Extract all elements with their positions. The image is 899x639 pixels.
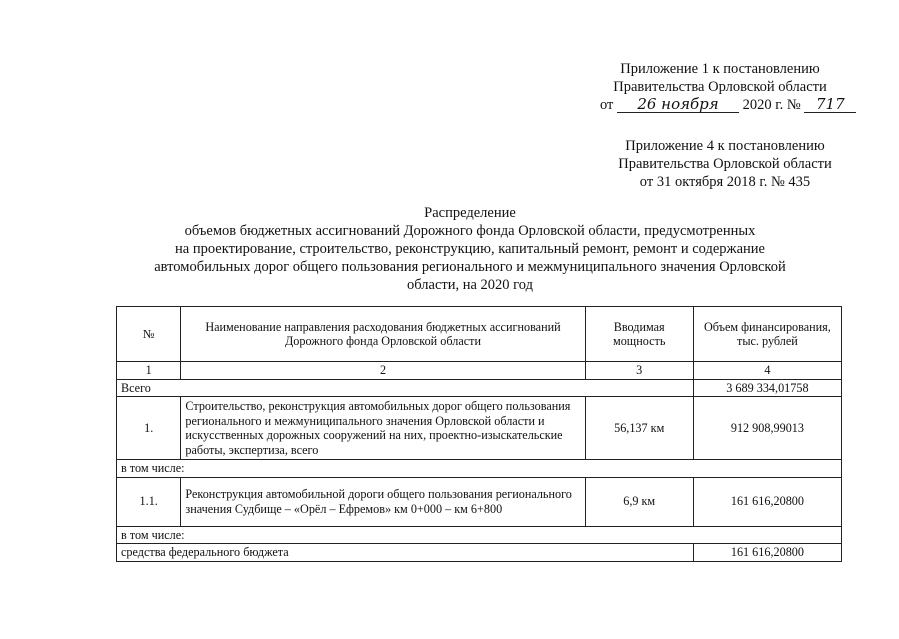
index-cell: 3 [585, 362, 693, 380]
appendix-1-line2: Правительства Орловской области [613, 79, 827, 95]
budget-table [116, 306, 842, 562]
table-row-1 [117, 397, 842, 460]
title-line2: объемов бюджетных ассигнований Дорожного фонда Орловской области, предусмотренных [184, 223, 756, 239]
row-1-1-num: 1.1. [117, 477, 181, 526]
header-name: Наименование направления расходования бюджетных ассигнований Дорожного фонда Орловской области [181, 307, 585, 362]
appendix-4-line1: Приложение 4 к постановлению [625, 138, 825, 154]
row-1-1-volume: 161 616,20800 [693, 477, 841, 526]
table-header-row [117, 307, 842, 362]
federal-value: 161 616,20800 [693, 544, 841, 562]
federal-label: средства федерального бюджета [117, 544, 694, 562]
date-prefix: от [600, 97, 614, 113]
title-line3: на проектирование, строительство, реконструкцию, капитальный ремонт, ремонт и содержание [175, 241, 765, 257]
index-cell: 1 [117, 362, 181, 380]
appendix-1-header [600, 60, 845, 114]
index-cell: 4 [693, 362, 841, 380]
row-1-1-capacity: 6,9 км [585, 477, 693, 526]
table-row-including-2 [117, 526, 842, 544]
appendix-4-line3: от 31 октября 2018 г. № 435 [639, 174, 811, 190]
row-1-name: Строительство, реконструкция автомобильных дорог общего пользования регионального и межмуниципального значения Орловской области и искусственных дорожных сооружений на них, проектно-изыскательские работы, экспертиза, всего [181, 397, 585, 460]
index-cell: 2 [181, 362, 585, 380]
table-row-federal [117, 544, 842, 562]
header-num: № [117, 307, 181, 362]
handwritten-number: 717 [804, 96, 856, 113]
title-line4: автомобильных дорог общего пользования регионального и межмуниципального значения Орловской [154, 259, 786, 275]
including-label-2: в том числе: [117, 526, 842, 544]
handwritten-date: 26 ноября [617, 96, 739, 113]
row-1-1-name: Реконструкция автомобильной дороги общего пользования регионального значения Судбище – «Орёл – Ефремов» км 0+000 – км 6+800 [181, 477, 585, 526]
table-row-total [117, 379, 842, 397]
date-year: 2020 г. № [742, 97, 801, 113]
document-title [120, 204, 820, 294]
including-label-1: в том числе: [117, 460, 842, 478]
total-value: 3 689 334,01758 [693, 379, 841, 397]
appendix-4-line2: Правительства Орловской области [618, 156, 832, 172]
row-1-num: 1. [117, 397, 181, 460]
table-index-row [117, 362, 842, 380]
table-row-including-1 [117, 460, 842, 478]
appendix-4-header [610, 137, 840, 191]
header-volume: Объем финансирования, тыс. рублей [693, 307, 841, 362]
header-capacity: Вводимая мощность [585, 307, 693, 362]
table-row-1-1 [117, 477, 842, 526]
appendix-1-date-line [600, 95, 845, 114]
appendix-1-line1: Приложение 1 к постановлению [620, 61, 820, 77]
title-line1: Распределение [424, 205, 516, 221]
row-1-volume: 912 908,99013 [693, 397, 841, 460]
total-label: Всего [117, 379, 694, 397]
row-1-capacity: 56,137 км [585, 397, 693, 460]
title-line5: области, на 2020 год [407, 277, 533, 293]
